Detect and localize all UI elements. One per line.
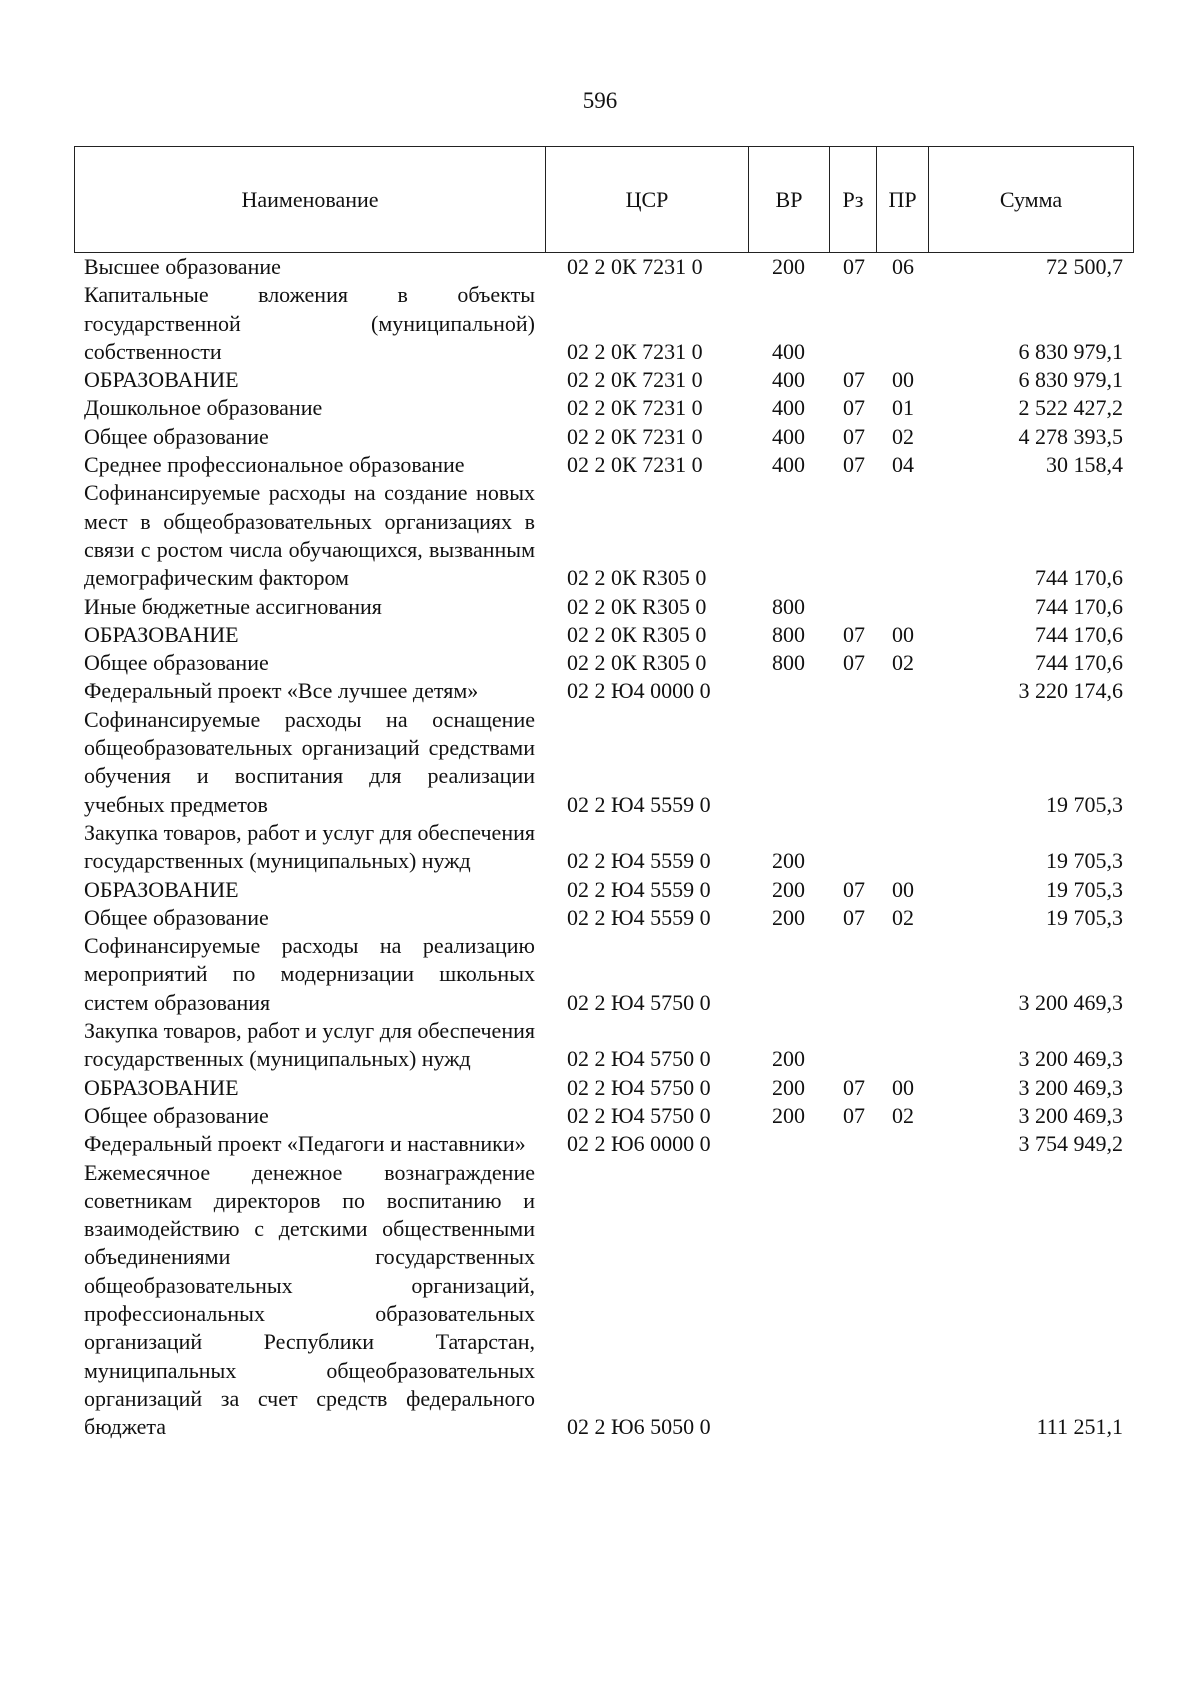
cell-vr: 200 [772, 848, 805, 874]
column-header-vr: ВР [749, 147, 830, 253]
cell-vr: 800 [772, 621, 805, 647]
table-row [74, 1017, 1133, 1074]
cell-name: Закупка товаров, работ и услуг для обеспечения государственных (муниципальных) нужд [84, 819, 535, 874]
cell-sum: 19 705,3 [1046, 876, 1123, 902]
cell-name: Иные бюджетные ассигнования [84, 593, 382, 619]
cell-pr: 06 [892, 254, 914, 279]
cell-vr [748, 479, 829, 592]
cell-name: Закупка товаров, работ и услуг для обеспечения государственных (муниципальных) нужд [84, 1018, 535, 1072]
cell-rz: 07 [843, 650, 865, 676]
cell-rz [829, 281, 876, 366]
cell-rz [829, 479, 876, 592]
cell-sum: 4 278 393,5 [1018, 423, 1123, 449]
cell-name: Общее образование [84, 904, 269, 930]
table-row [74, 1130, 1133, 1158]
table-row [74, 876, 1133, 904]
cell-rz [829, 1130, 876, 1158]
table-row [74, 1159, 1133, 1442]
cell-rz: 07 [843, 621, 865, 647]
cell-sum: 3 754 949,2 [1018, 1131, 1123, 1157]
table-row [74, 819, 1133, 876]
cell-sum: 744 170,6 [1035, 621, 1123, 647]
cell-pr [876, 677, 928, 705]
table-row [74, 1074, 1133, 1102]
cell-rz [829, 932, 876, 1017]
cell-csr: 02 2 0К 7231 0 [567, 423, 703, 449]
cell-csr: 02 2 0К 7231 0 [567, 367, 703, 393]
cell-vr [748, 1159, 829, 1442]
cell-pr: 02 [892, 904, 914, 930]
cell-sum: 3 200 469,3 [1018, 1046, 1123, 1072]
cell-sum: 744 170,6 [1035, 650, 1123, 676]
cell-csr: 02 2 0К R305 0 [567, 650, 707, 676]
cell-rz: 07 [843, 904, 865, 930]
table-row [74, 423, 1133, 451]
table-row [74, 677, 1133, 705]
cell-csr: 02 2 0К R305 0 [567, 621, 707, 647]
table-header [74, 146, 1134, 253]
cell-name: Ежемесячное денежное вознаграждение советникам директоров по воспитанию и взаимодействию с детскими общественными объединениями государственных общеобразовательных организаций, профессиональных образовательных организаций Республики Татарстан, муниципальных общеобразовательных организаций за счет средств федерального бюджета [84, 1159, 535, 1440]
budget-table-body [74, 253, 1133, 1441]
cell-csr: 02 2 Ю4 5559 0 [567, 791, 711, 817]
table-row [74, 904, 1133, 932]
column-header-rz: Рз [830, 147, 877, 253]
cell-pr: 04 [892, 452, 914, 478]
table-row [74, 479, 1133, 592]
cell-csr: 02 2 0К R305 0 [567, 565, 707, 591]
cell-vr: 200 [772, 1074, 805, 1100]
cell-pr: 02 [892, 1102, 914, 1128]
cell-rz [829, 1017, 876, 1074]
cell-csr: 02 2 Ю4 5559 0 [567, 904, 711, 930]
column-header-csr: ЦСР [546, 147, 749, 253]
cell-name: ОБРАЗОВАНИЕ [84, 876, 239, 902]
cell-vr: 400 [772, 367, 805, 393]
cell-name: ОБРАЗОВАНИЕ [84, 621, 239, 647]
cell-vr: 400 [772, 452, 805, 478]
cell-pr [876, 706, 928, 819]
cell-rz [829, 593, 876, 621]
cell-csr: 02 2 0К 7231 0 [567, 452, 703, 478]
cell-pr: 01 [892, 395, 914, 421]
cell-csr: 02 2 0К 7231 0 [567, 254, 703, 279]
cell-name: Софинансируемые расходы на создание новых мест в общеобразовательных организациях в связи с ростом числа обучающихся, вызванным демографическим фактором [84, 480, 535, 591]
cell-pr: 02 [892, 423, 914, 449]
cell-vr: 800 [772, 593, 805, 619]
cell-vr: 200 [772, 1046, 805, 1072]
table-row [74, 932, 1133, 1017]
cell-name: Софинансируемые расходы на оснащение общеобразовательных организаций средствами обучения и воспитания для реализации учебных предметов [84, 706, 535, 817]
cell-pr [876, 932, 928, 1017]
cell-sum: 3 200 469,3 [1018, 1102, 1123, 1128]
cell-rz: 07 [843, 876, 865, 902]
cell-name: Среднее профессиональное образование [84, 452, 465, 478]
cell-sum: 19 705,3 [1046, 791, 1123, 817]
cell-csr: 02 2 0К 7231 0 [567, 395, 703, 421]
cell-csr: 02 2 Ю4 5750 0 [567, 989, 711, 1015]
table-row [74, 394, 1133, 422]
cell-sum: 19 705,3 [1046, 904, 1123, 930]
cell-name: Общее образование [84, 650, 269, 676]
table-row [74, 366, 1133, 394]
cell-rz [829, 819, 876, 876]
cell-name: ОБРАЗОВАНИЕ [84, 1074, 239, 1100]
cell-pr [876, 281, 928, 366]
cell-rz [829, 706, 876, 819]
cell-name: Высшее образование [84, 254, 281, 279]
column-header-sum: Сумма [929, 147, 1134, 253]
page-number: 596 [582, 88, 618, 113]
cell-sum: 3 200 469,3 [1018, 1074, 1123, 1100]
cell-name: Софинансируемые расходы на реализацию мероприятий по модернизации школьных систем образования [84, 933, 535, 1015]
cell-rz: 07 [843, 367, 865, 393]
cell-name: Федеральный проект «Педагоги и наставники» [84, 1131, 526, 1157]
cell-name: ОБРАЗОВАНИЕ [84, 367, 239, 393]
table-row [74, 593, 1133, 621]
cell-name: Федеральный проект «Все лучшее детям» [84, 678, 479, 704]
cell-rz: 07 [843, 1074, 865, 1100]
cell-sum: 2 522 427,2 [1018, 395, 1123, 421]
cell-vr: 200 [772, 876, 805, 902]
cell-sum: 111 251,1 [1036, 1414, 1123, 1440]
cell-rz: 07 [843, 254, 865, 279]
cell-pr: 02 [892, 650, 914, 676]
cell-sum: 72 500,7 [1046, 254, 1123, 279]
cell-pr [876, 1017, 928, 1074]
cell-csr: 02 2 Ю4 0000 0 [567, 678, 711, 704]
cell-vr [748, 932, 829, 1017]
table-row [74, 253, 1133, 281]
table-row [74, 451, 1133, 479]
cell-csr: 02 2 0К R305 0 [567, 593, 707, 619]
cell-pr [876, 593, 928, 621]
cell-pr [876, 1159, 928, 1442]
cell-pr [876, 819, 928, 876]
cell-vr: 400 [772, 423, 805, 449]
cell-sum: 19 705,3 [1046, 848, 1123, 874]
cell-pr: 00 [892, 367, 914, 393]
cell-sum: 30 158,4 [1046, 452, 1123, 478]
cell-sum: 6 830 979,1 [1018, 367, 1123, 393]
column-header-pr: ПР [877, 147, 929, 253]
cell-pr [876, 479, 928, 592]
cell-sum: 6 830 979,1 [1018, 338, 1123, 364]
cell-pr: 00 [892, 1074, 914, 1100]
table-row [74, 649, 1133, 677]
cell-vr: 400 [772, 338, 805, 364]
cell-pr [876, 1130, 928, 1158]
cell-csr: 02 2 Ю4 5750 0 [567, 1102, 711, 1128]
column-header-name: Наименование [75, 147, 546, 253]
cell-vr: 200 [772, 254, 805, 279]
cell-rz: 07 [843, 1102, 865, 1128]
cell-vr: 200 [772, 1102, 805, 1128]
cell-rz: 07 [843, 395, 865, 421]
cell-pr: 00 [892, 876, 914, 902]
cell-rz: 07 [843, 452, 865, 478]
cell-name: Дошкольное образование [84, 395, 323, 421]
cell-csr: 02 2 0К 7231 0 [567, 338, 703, 364]
cell-vr [748, 706, 829, 819]
cell-name: Общее образование [84, 1102, 269, 1128]
cell-vr [748, 1130, 829, 1158]
cell-csr: 02 2 Ю4 5559 0 [567, 876, 711, 902]
cell-rz [829, 677, 876, 705]
cell-csr: 02 2 Ю4 5559 0 [567, 848, 711, 874]
cell-csr: 02 2 Ю6 0000 0 [567, 1131, 711, 1157]
table-row [74, 621, 1133, 649]
cell-sum: 3 220 174,6 [1018, 678, 1123, 704]
cell-sum: 744 170,6 [1035, 565, 1123, 591]
cell-vr: 200 [772, 904, 805, 930]
cell-rz [829, 1159, 876, 1442]
cell-rz: 07 [843, 423, 865, 449]
table-row [74, 281, 1133, 366]
cell-csr: 02 2 Ю4 5750 0 [567, 1074, 711, 1100]
cell-csr: 02 2 Ю6 5050 0 [567, 1414, 711, 1440]
table-row [74, 706, 1133, 819]
cell-sum: 744 170,6 [1035, 593, 1123, 619]
cell-name: Общее образование [84, 423, 269, 449]
cell-vr: 800 [772, 650, 805, 676]
table-row [74, 1102, 1133, 1130]
cell-pr: 00 [892, 621, 914, 647]
cell-vr: 400 [772, 395, 805, 421]
cell-sum: 3 200 469,3 [1018, 989, 1123, 1015]
cell-csr: 02 2 Ю4 5750 0 [567, 1046, 711, 1072]
cell-name: Капитальные вложения в объекты государственной (муниципальной) собственности [84, 282, 535, 364]
cell-vr [748, 677, 829, 705]
